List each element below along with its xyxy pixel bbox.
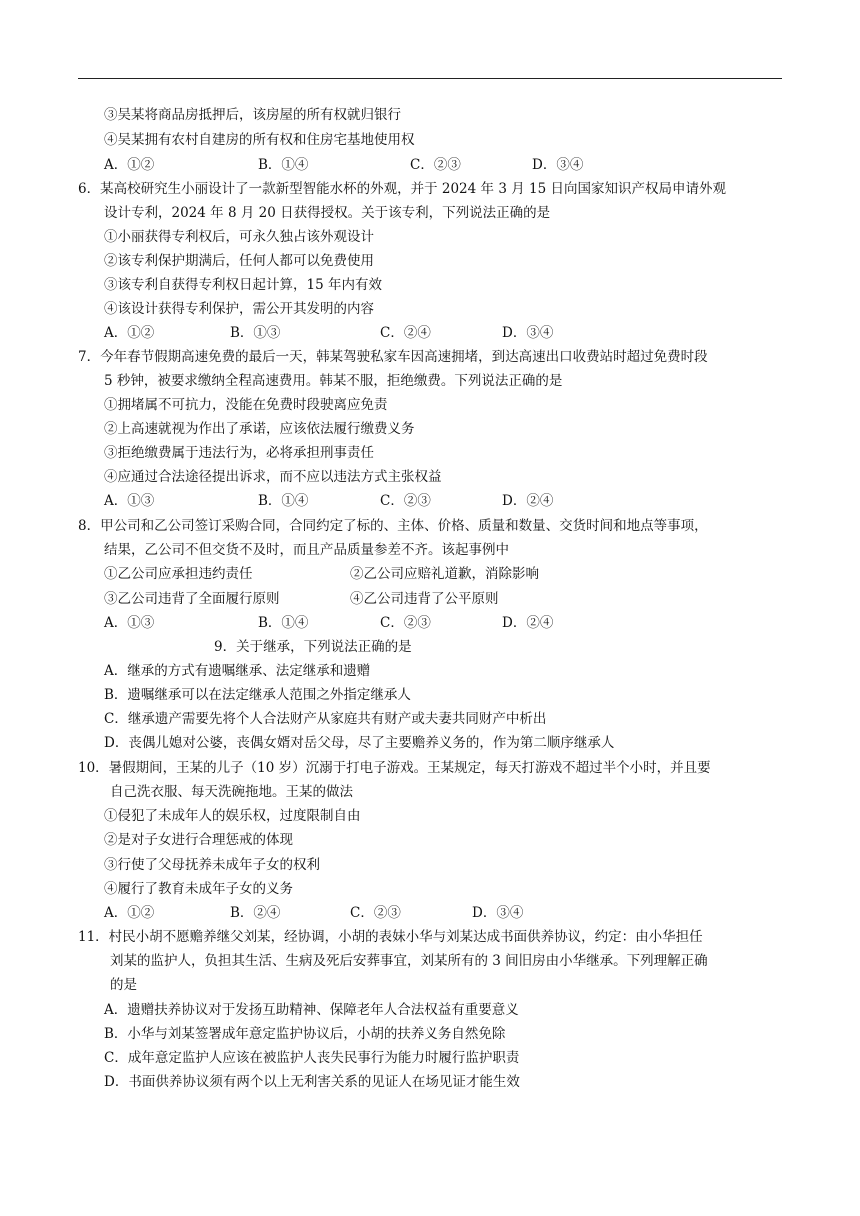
q8-option-c: C．②③ bbox=[380, 615, 431, 631]
q9-option-c: C．继承遗产需要先将个人合法财产从家庭共有财产或夫妻共同财产中析出 bbox=[104, 711, 547, 727]
q10-stem-line-2: 自己洗衣服、每天洗碗拖地。王某的做法 bbox=[110, 784, 353, 800]
q5-statement-4: ④吴某拥有农村自建房的所有权和住房宅基地使用权 bbox=[104, 132, 415, 148]
q5-option-c: C．②③ bbox=[410, 157, 461, 173]
q9-option-b: B．遗嘱继承可以在法定继承人范围之外指定继承人 bbox=[104, 687, 411, 703]
q7-stem-line-2: 5 秒钟，被要求缴纳全程高速费用。韩某不服，拒绝缴费。下列说法正确的是 bbox=[104, 373, 563, 389]
q5-statement-3: ③吴某将商品房抵押后，该房屋的所有权就归银行 bbox=[104, 107, 401, 123]
q10-option-b: B．②④ bbox=[230, 905, 281, 921]
q9-option-d: D．丧偶儿媳对公婆，丧偶女婿对岳父母，尽了主要赡养义务的，作为第二顺序继承人 bbox=[104, 735, 615, 751]
q7-stem-line-1: 7．今年春节假期高速免费的最后一天，韩某驾驶私家车因高速拥堵，到达高速出口收费站时超过免费时段 bbox=[78, 349, 708, 365]
q10-stem-line-1: 10．暑假期间，王某的儿子（10 岁）沉溺于打电子游戏。王某规定，每天打游戏不超过半个小时，并且要 bbox=[78, 760, 711, 776]
q7-option-a: A．①③ bbox=[104, 493, 155, 509]
q6-statement-2: ②该专利保护期满后，任何人都可以免费使用 bbox=[104, 253, 374, 269]
header-rule bbox=[78, 78, 782, 79]
q8-option-a: A．①③ bbox=[104, 615, 155, 631]
q7-option-d: D．②④ bbox=[502, 493, 554, 509]
q10-statement-1: ①侵犯了未成年人的娱乐权，过度限制自由 bbox=[104, 808, 361, 824]
q8-option-d: D．②④ bbox=[502, 615, 554, 631]
q11-option-d: D．书面供养协议须有两个以上无利害关系的见证人在场见证才能生效 bbox=[104, 1074, 520, 1090]
q10-option-c: C．②③ bbox=[350, 905, 401, 921]
q6-statement-1: ①小丽获得专利权后，可永久独占该外观设计 bbox=[104, 229, 374, 245]
q10-statement-4: ④履行了教育未成年子女的义务 bbox=[104, 881, 293, 897]
q8-stem-line-1: 8．甲公司和乙公司签订采购合同，合同约定了标的、主体、价格、质量和数量、交货时间和地点等事项， bbox=[78, 518, 708, 534]
q10-statement-3: ③行使了父母抚养未成年子女的权利 bbox=[104, 857, 320, 873]
q11-stem-line-2: 刘某的监护人，负担其生活、生病及死后安葬事宜，刘某所有的 3 间旧房由小华继承。下列理解正确 bbox=[110, 953, 708, 969]
q8-statement-1: ①乙公司应承担违约责任 bbox=[104, 566, 253, 582]
q7-statement-1: ①拥堵属不可抗力，没能在免费时段驶离应免责 bbox=[104, 397, 388, 413]
q6-stem-line-1: 6．某高校研究生小丽设计了一款新型智能水杯的外观，并于 2024 年 3 月 15 日向国家知识产权局申请外观 bbox=[78, 181, 726, 197]
q10-statement-2: ②是对子女进行合理惩戒的体现 bbox=[104, 832, 293, 848]
q7-statement-4: ④应通过合法途径提出诉求，而不应以违法方式主张权益 bbox=[104, 469, 442, 485]
q6-statement-3: ③该专利自获得专利权日起计算，15 年内有效 bbox=[104, 277, 382, 293]
q10-option-d: D．③④ bbox=[472, 905, 524, 921]
q11-option-b: B．小华与刘某签署成年意定监护协议后，小胡的扶养义务自然免除 bbox=[104, 1026, 506, 1042]
q8-option-b: B．①④ bbox=[258, 615, 309, 631]
q11-option-a: A．遗赠扶养协议对于发扬互助精神、保障老年人合法权益有重要意义 bbox=[104, 1002, 519, 1018]
q8-statement-4: ④乙公司违背了公平原则 bbox=[350, 591, 499, 607]
q9-option-a: A．继承的方式有遗嘱继承、法定继承和遗赠 bbox=[104, 663, 371, 679]
q7-option-c: C．②③ bbox=[380, 493, 431, 509]
q10-option-a: A．①② bbox=[104, 905, 155, 921]
q6-option-b: B．①③ bbox=[230, 325, 281, 341]
q6-option-a: A．①② bbox=[104, 325, 155, 341]
q8-statement-3: ③乙公司违背了全面履行原则 bbox=[104, 591, 280, 607]
q7-statement-2: ②上高速就视为作出了承诺，应该依法履行缴费义务 bbox=[104, 421, 415, 437]
q7-option-b: B．①④ bbox=[258, 493, 309, 509]
q9-stem-line-1: 9．关于继承，下列说法正确的是 bbox=[214, 639, 412, 655]
q6-option-c: C．②④ bbox=[380, 325, 431, 341]
q6-option-d: D．③④ bbox=[502, 325, 554, 341]
q5-option-b: B．①④ bbox=[258, 157, 309, 173]
q8-stem-line-2: 结果，乙公司不但交货不及时，而且产品质量参差不齐。该起事例中 bbox=[104, 542, 509, 558]
q5-option-a: A．①② bbox=[104, 157, 155, 173]
q11-stem-line-3: 的是 bbox=[110, 977, 137, 993]
q8-statement-2: ②乙公司应赔礼道歉，消除影响 bbox=[350, 566, 539, 582]
q11-option-c: C．成年意定监护人应该在被监护人丧失民事行为能力时履行监护职责 bbox=[104, 1050, 520, 1066]
q11-stem-line-1: 11．村民小胡不愿赡养继父刘某，经协调，小胡的表妹小华与刘某达成书面供养协议，约定：由小华担任 bbox=[78, 929, 703, 945]
q5-option-d: D．③④ bbox=[532, 157, 584, 173]
q6-statement-4: ④该设计获得专利保护，需公开其发明的内容 bbox=[104, 301, 374, 317]
q7-statement-3: ③拒绝缴费属于违法行为，必将承担刑事责任 bbox=[104, 445, 374, 461]
q6-stem-line-2: 设计专利，2024 年 8 月 20 日获得授权。关于该专利，下列说法正确的是 bbox=[104, 205, 551, 221]
